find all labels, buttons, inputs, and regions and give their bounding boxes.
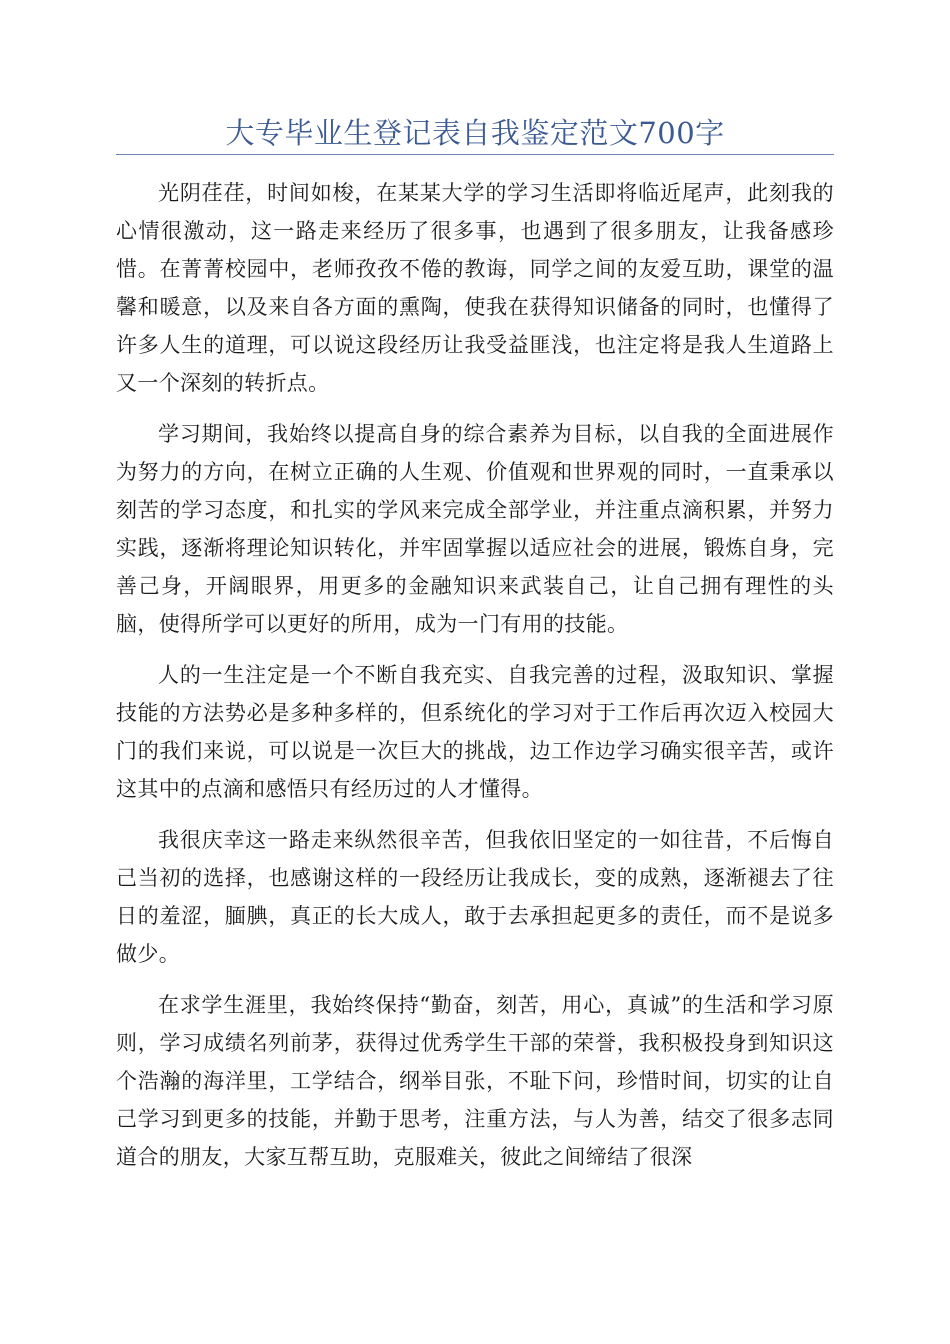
document-body: [116, 174, 834, 1189]
paragraph-1: 光阴荏荏，时间如梭，在某某大学的学习生活即将临近尾声，此刻我的心情很激动，这一路走来经历了很多事，也遇到了很多朋友，让我备感珍惜。在菁菁校园中，老师孜孜不倦的教诲，同学之间的友爱互助，课堂的温馨和暖意，以及来自各方面的熏陶，使我在获得知识储备的同时，也懂得了许多人生的道理，可以说这段经历让我受益匪浅，也注定将是我人生道路上又一个深刻的转折点。: [116, 181, 834, 395]
paragraph-2: 学习期间，我始终以提高自身的综合素养为目标，以自我的全面进展作为努力的方向，在树立正确的人生观、价值观和世界观的同时，一直秉承以刻苦的学习态度，和扎实的学风来完成全部学业，并注重点滴积累，并努力实践，逐渐将理论知识转化，并牢固掌握以适应社会的进展，锻炼自身，完善己身，开阔眼界，用更多的金融知识来武装自己，让自己拥有理性的头脑，使得所学可以更好的所用，成为一门有用的技能。: [116, 422, 834, 636]
paragraph-4: 我很庆幸这一路走来纵然很辛苦，但我依旧坚定的一如往昔，不后悔自己当初的选择，也感谢这样的一段经历让我成长，变的成熟，逐渐褪去了往日的羞涩，腼腆，真正的长大成人，敢于去承担起更多的责任，而不是说多做少。: [116, 828, 834, 966]
document-title: 大专毕业生登记表自我鉴定范文700字: [225, 116, 725, 150]
paragraph-5: 在求学生涯里，我始终保持“勤奋，刻苦，用心，真诚”的生活和学习原则，学习成绩名列前茅，获得过优秀学生干部的荣誉，我积极投身到知识这个浩瀚的海洋里，工学结合，纲举目张，不耻下问，珍惜时间，切实的让自己学习到更多的技能，并勤于思考，注重方法，与人为善，结交了很多志同道合的朋友，大家互帮互助，克服难关，彼此之间缔结了很深: [116, 993, 834, 1169]
title-underline: [116, 154, 834, 155]
paragraph-3: 人的一生注定是一个不断自我充实、自我完善的过程，汲取知识、掌握技能的方法势必是多种多样的，但系统化的学习对于工作后再次迈入校园大门的我们来说，可以说是一次巨大的挑战，边工作边学习确实很辛苦，或许这其中的点滴和感悟只有经历过的人才懂得。: [116, 663, 834, 801]
